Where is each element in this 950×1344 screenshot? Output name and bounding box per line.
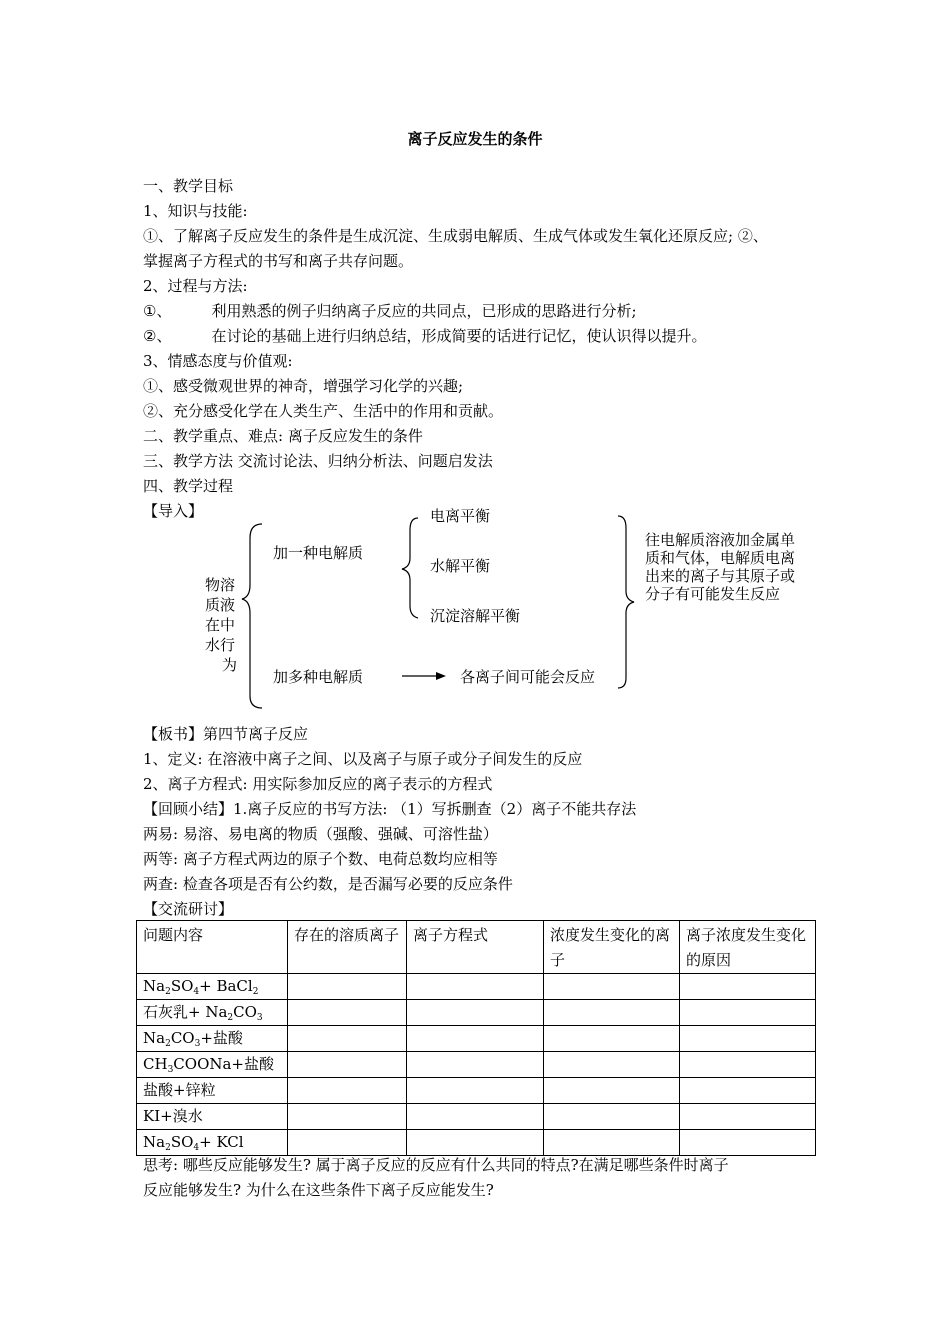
table-row	[137, 1026, 816, 1052]
table-row	[137, 1130, 816, 1156]
empty-cell	[680, 1052, 816, 1078]
note-line-1: 往电解质溶液加金属单	[645, 531, 796, 549]
table-header-cell: 离子浓度发生变化的原因	[680, 921, 816, 974]
table-header-cell: 存在的溶质离子	[288, 921, 407, 974]
review-two-check: 两查: 检查各项是否有公约数，是否漏写必要的反应条件	[143, 875, 513, 893]
equilibrium-precipitation: 沉淀溶解平衡	[430, 607, 521, 625]
review-two-easy: 两易: 易溶、易电离的物质（强酸、强碱、可溶性盐）	[143, 825, 498, 843]
page-title: 离子反应发生的条件	[407, 130, 543, 148]
reaction-cell: KI+溴水	[137, 1104, 288, 1130]
note-line-4: 分子有可能发生反应	[645, 585, 781, 603]
empty-cell	[288, 1130, 407, 1156]
empty-cell	[544, 1104, 680, 1130]
empty-cell	[288, 1052, 407, 1078]
table-header-cell: 离子方程式	[407, 921, 544, 974]
empty-cell	[407, 1052, 544, 1078]
reaction-cell: $Na_2SO_4+$ KCl	[137, 1130, 288, 1156]
board-label: 【板书】第四节离子反应	[143, 725, 309, 743]
subject-chars-3: 在中	[205, 616, 236, 634]
empty-cell	[288, 1104, 407, 1130]
reaction-cell: $CH_3COONa+$盐酸	[137, 1052, 288, 1078]
empty-cell	[407, 1000, 544, 1026]
empty-cell	[288, 1000, 407, 1026]
emotion-heading: 3、情感态度与价值观:	[143, 352, 293, 370]
table-row	[137, 1104, 816, 1130]
board-definition: 1、定义: 在溶液中离子之间、以及离子与原子或分子间发生的反应	[143, 750, 583, 768]
objectives-heading: 一、教学目标	[143, 177, 234, 195]
empty-cell	[680, 1130, 816, 1156]
emotion-item-1: ①、感受微观世界的神奇，增强学习化学的兴趣;	[143, 377, 464, 395]
empty-cell	[544, 1078, 680, 1104]
empty-cell	[544, 1052, 680, 1078]
equilibrium-hydrolysis: 水解平衡	[430, 557, 491, 575]
subject-chars-4: 水行	[205, 636, 236, 654]
empty-cell	[407, 1026, 544, 1052]
note-line-3: 出来的离子与其原子或	[645, 567, 796, 585]
empty-cell	[680, 1078, 816, 1104]
reaction-cell: $Na_2CO_3+$盐酸	[137, 1026, 288, 1052]
table-header-cell: 浓度发生变化的离子	[544, 921, 680, 974]
result-arrow-head	[436, 672, 446, 680]
empty-cell	[407, 1078, 544, 1104]
process-item-2-num: ②、	[143, 327, 172, 345]
board-equation: 2、离子方程式: 用实际参加反应的离子表示的方程式	[143, 775, 493, 793]
reaction-cell: 石灰乳+ $Na_2CO_3$	[137, 1000, 288, 1026]
empty-cell	[544, 1026, 680, 1052]
right-brace	[618, 516, 634, 688]
table-row	[137, 1052, 816, 1078]
equilibrium-ionization: 电离平衡	[430, 507, 491, 525]
think-line-2: 反应能够发生? 为什么在这些条件下离子反应能发生?	[143, 1181, 494, 1199]
table-row	[137, 974, 816, 1000]
single-electrolyte: 加一种电解质	[273, 544, 364, 562]
multiple-result: 各离子间可能会反应	[460, 668, 596, 686]
subject-chars-2: 质液	[205, 596, 236, 614]
reaction-cell: $Na_2SO_4+$ BaCl$_2$	[137, 974, 288, 1000]
multiple-electrolytes: 加多种电解质	[273, 668, 364, 686]
note-line-2: 质和气体，电解质电离	[645, 549, 796, 567]
key-points: 二、教学重点、难点: 离子反应发生的条件	[143, 427, 423, 445]
emotion-item-2: ②、充分感受化学在人类生产、生活中的作用和贡献。	[143, 402, 504, 420]
process-item-1-num: ①、	[143, 302, 172, 320]
discussion-table	[136, 920, 816, 1156]
table-header-row	[137, 921, 816, 974]
process-item-2-text: 在讨论的基础上进行归纳总结，形成简要的话进行记忆，使认识得以提升。	[211, 327, 707, 345]
knowledge-line-1: ①、了解离子反应发生的条件是生成沉淀、生成弱电解质、生成气体或发生氧化还原反应; ②、	[143, 227, 768, 245]
empty-cell	[680, 1104, 816, 1130]
subject-chars-5: 为	[222, 656, 238, 674]
empty-cell	[288, 1078, 407, 1104]
review-label: 【回顾小结】1.离子反应的书写方法: （1）写拆删查（2）离子不能共存法	[143, 800, 637, 818]
empty-cell	[407, 974, 544, 1000]
empty-cell	[680, 1000, 816, 1026]
empty-cell	[544, 974, 680, 1000]
table-row	[137, 1078, 816, 1104]
intro-label: 【导入】	[143, 502, 204, 520]
table-header-cell: 问题内容	[137, 921, 288, 974]
empty-cell	[288, 974, 407, 1000]
empty-cell	[544, 1130, 680, 1156]
table-row	[137, 1000, 816, 1026]
knowledge-line-2: 掌握离子方程式的书写和离子共存问题。	[143, 252, 414, 270]
empty-cell	[680, 1026, 816, 1052]
empty-cell	[407, 1130, 544, 1156]
teaching-methods: 三、教学方法 交流讨论法、归纳分析法、问题启发法	[143, 452, 493, 470]
process-item-1-text: 利用熟悉的例子归纳离子反应的共同点，已形成的思路进行分析;	[211, 302, 637, 320]
empty-cell	[544, 1000, 680, 1026]
empty-cell	[407, 1104, 544, 1130]
reaction-cell: 盐酸+锌粒	[137, 1078, 288, 1104]
empty-cell	[680, 974, 816, 1000]
think-line-1: 思考: 哪些反应能够发生? 属于离子反应的反应有什么共同的特点?在满足哪些条件时离子	[143, 1156, 729, 1174]
left-brace	[242, 524, 262, 708]
knowledge-heading: 1、知识与技能:	[143, 202, 248, 220]
process-heading: 2、过程与方法:	[143, 277, 248, 295]
discussion-label: 【交流研讨】	[143, 900, 234, 918]
teaching-process: 四、教学过程	[143, 477, 234, 495]
equilibria-brace	[402, 518, 418, 618]
subject-chars-1: 物溶	[205, 576, 236, 594]
empty-cell	[288, 1026, 407, 1052]
review-two-equal: 两等: 离子方程式两边的原子个数、电荷总数均应相等	[143, 850, 498, 868]
